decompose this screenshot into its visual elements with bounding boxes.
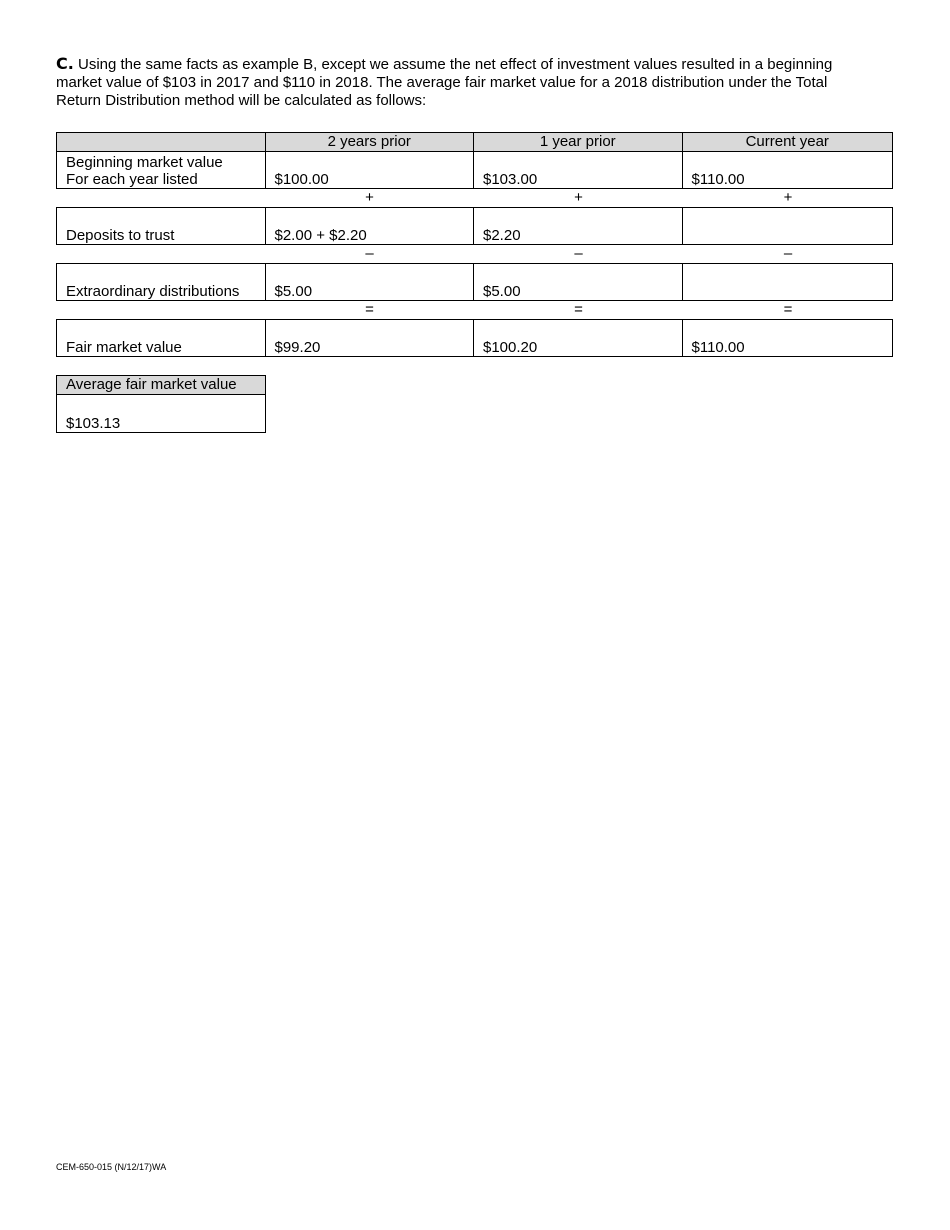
beginning-value-1yp: $103.00 (474, 152, 683, 188)
intro-paragraph (56, 55, 876, 110)
beginning-label-line1: Beginning market value (66, 154, 223, 171)
minus-operator-row (56, 245, 893, 263)
average-fair-market-value-box (56, 375, 266, 433)
average-label: Average fair market value (57, 376, 265, 395)
header-current-year: Current year (745, 133, 829, 150)
plus-operator: + (783, 189, 793, 206)
distributions-value-current (683, 264, 893, 300)
table-header-row (56, 132, 893, 152)
equals-operator-row (56, 301, 893, 319)
header-1-year-prior: 1 year prior (474, 133, 683, 151)
equals-operator: = (574, 301, 583, 318)
calc-body (56, 151, 893, 357)
header-2-years-prior: 2 years prior (266, 133, 475, 151)
header-blank (57, 133, 266, 151)
beginning-value-2yp: $100.00 (266, 152, 475, 188)
fair-value-1yp: $100.20 (474, 320, 683, 356)
plus-operator: + (574, 189, 583, 206)
equals-operator: = (783, 301, 793, 318)
plus-operator: + (365, 189, 374, 206)
deposits-value-current (683, 208, 893, 244)
deposits-value-1yp: $2.20 (474, 208, 683, 244)
form-code: CEM-650-015 (N/12/17)WA (56, 1162, 167, 1172)
fair-value-2yp: $99.20 (266, 320, 475, 356)
equals-operator: = (365, 301, 374, 318)
plus-operator-row (56, 189, 893, 207)
fair-market-value-row (56, 319, 893, 357)
distributions-value-1yp: $5.00 (474, 264, 683, 300)
beginning-label-line2: For each year listed (66, 171, 198, 188)
minus-operator: – (783, 245, 793, 262)
deposits-row (56, 207, 893, 245)
distributions-row (56, 263, 893, 301)
section-letter: C. (56, 54, 74, 73)
fair-value-current: $110.00 (691, 339, 745, 356)
minus-operator: – (365, 245, 374, 262)
deposits-value-2yp: $2.00 + $2.20 (266, 208, 475, 244)
beginning-value-current: $110.00 (691, 171, 745, 188)
distributions-label: Extraordinary distributions (57, 264, 266, 300)
average-value: $103.13 (66, 415, 121, 432)
distributions-value-2yp: $5.00 (266, 264, 475, 300)
fair-label: Fair market value (57, 320, 266, 356)
minus-operator: – (574, 245, 583, 262)
intro-text: Using the same facts as example B, except we assume the net effect of investment values resulted in a beginning market value of $103 in 2017 and $110 in 2018. The average fair market value for a 2018 distribution under the Total Return Distribution method will be calculated as follows: (56, 56, 833, 109)
beginning-market-value-row (56, 151, 893, 189)
beginning-label (57, 152, 266, 188)
deposits-label: Deposits to trust (57, 208, 266, 244)
